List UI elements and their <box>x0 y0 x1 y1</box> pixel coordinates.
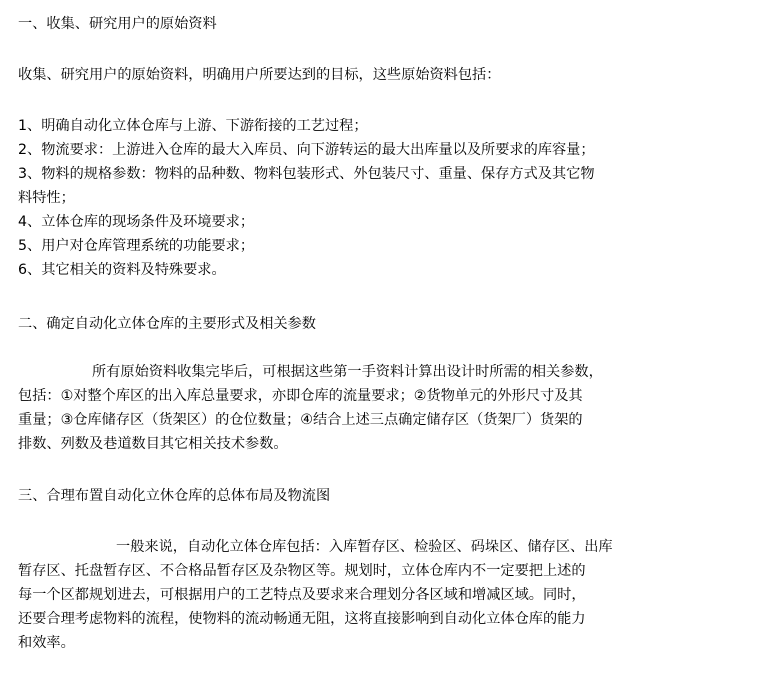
list-item: 1、明确自动化立体仓库与上游、下游衔接的工艺过程； <box>18 118 368 134</box>
paragraph-line: 重量；③仓库储存区（货架区）的仓位数量；④结合上述三点确定储存区（货架厂）货架的 <box>18 412 583 428</box>
intro-paragraph: 收集、研究用户的原始资料，明确用户所要达到的目标，这些原始资料包括： <box>18 67 501 83</box>
list-item: 5、用户对仓库管理系统的功能要求； <box>18 238 255 254</box>
paragraph-line: 暂存区、托盘暂存区、不合格品暂存区及杂物区等。规划时，立体仓库内不一定要把上述的 <box>18 563 586 579</box>
paragraph-line: 一般来说，自动化立体仓库包括：入库暂存区、检验区、码垛区、储存区、出库 <box>116 539 613 555</box>
section-heading-1: 一、收集、研究用户的原始资料 <box>18 16 217 32</box>
list-item: 4、立体仓库的现场条件及环境要求； <box>18 214 255 230</box>
paragraph-line: 每一个区都规划进去，可根据用户的工艺特点及要求来合理划分各区域和增减区域。同时， <box>18 587 586 603</box>
section-heading-3: 三、合理布置自动化立休仓库的总体布局及物流图 <box>18 488 331 504</box>
paragraph-line: 包括：①对整个库区的出入库总量要求，亦即仓库的流量要求；②货物单元的外形尺寸及其 <box>18 388 583 404</box>
paragraph-line: 还要合理考虑物料的流程，使物料的流动畅通无阻，这将直接影响到自动化立体仓库的能力 <box>18 611 586 627</box>
list-item-continuation: 料特性； <box>18 190 75 206</box>
list-item: 6、其它相关的资料及特殊要求。 <box>18 262 226 278</box>
section-heading-2: 二、确定自动化立体仓库的主要形式及相关参数 <box>18 316 316 332</box>
list-item: 2、物流要求：上游进入仓库的最大入库员、向下游转运的最大出库量以及所要求的库容量； <box>18 142 595 158</box>
list-item: 3、物料的规格参数：物料的品种数、物料包装形式、外包装尺寸、重量、保存方式及其它物 <box>18 166 595 182</box>
paragraph-line: 所有原始资料收集完毕后，可根据这些第一手资料计算出设计时所需的相关参数， <box>92 364 603 380</box>
paragraph-line: 排数、列数及巷道数目其它相关技术参数。 <box>18 436 288 452</box>
paragraph-line: 和效率。 <box>18 635 75 651</box>
